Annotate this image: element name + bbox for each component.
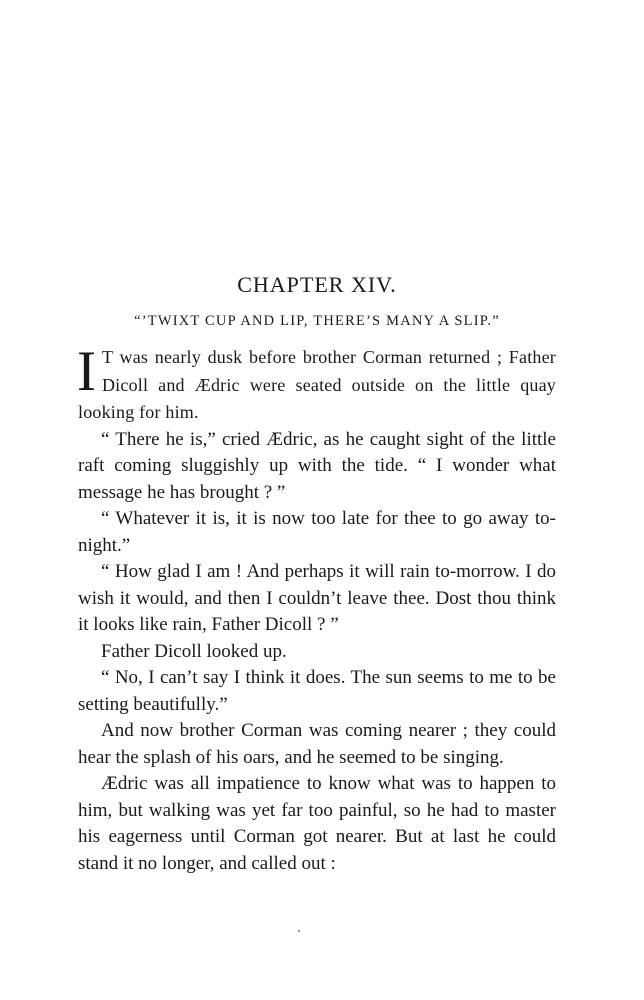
page-content xyxy=(78,0,556,1000)
paragraph-8: Ædric was all impatience to know what was to happen to him, but walking was yet far too painful, so he had to master his eagerness until Corman got nearer. But at last he could stand it no longer, and called out : xyxy=(78,773,556,874)
paragraph-3: “ Whatever it is, it is now too late for thee to go away to-night.” xyxy=(78,508,556,556)
page-blemish xyxy=(298,930,300,932)
paragraph-1 xyxy=(77,340,556,427)
paragraph-7: And now brother Corman was coming nearer ; they could hear the splash of his oars, and he seemed to be singing. xyxy=(78,720,556,768)
paragraph-6: “ No, I can’t say I think it does. The sun seems to me to be setting beautifully.” xyxy=(78,667,556,715)
paragraph-4: “ How glad I am ! And perhaps it will rain to-morrow. I do wish it would, and then I couldn’t leave thee. Dost thou think it looks like rain, Father Dicoll ? ” xyxy=(78,561,556,635)
drop-cap: I xyxy=(77,340,96,403)
paragraph-2: “ There he is,” cried Ædric, as he caught sight of the little raft coming sluggishly up with the tide. “ I wonder what message he has brought ? ” xyxy=(78,428,556,503)
paragraph-1-text: T was nearly dusk before brother Corman returned ; Father Dicoll and Ædric were seated outside on the little quay looking for him. xyxy=(78,347,556,422)
chapter-heading: CHAPTER XIV. xyxy=(237,272,397,297)
chapter-body xyxy=(77,340,556,877)
chapter-subtitle: “’TWIXT CUP AND LIP, THERE’S MANY A SLIP.” xyxy=(134,313,500,329)
paragraph-5: Father Dicoll looked up. xyxy=(101,640,287,662)
